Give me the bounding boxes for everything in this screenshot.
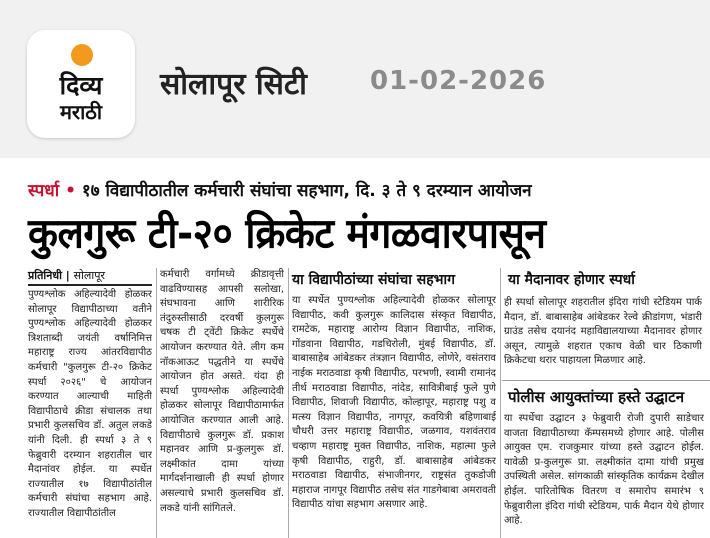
kicker-label: स्पर्धा — [28, 181, 60, 201]
kicker — [28, 178, 532, 201]
column-divider — [156, 268, 157, 538]
section-rule — [502, 380, 710, 381]
logo-line2: मराठी — [59, 100, 103, 124]
byline-city: सोलापूर — [73, 269, 105, 282]
section-heading-inauguration: पोलीस आयुक्तांच्या हस्ते उद्घाटन — [508, 388, 685, 406]
divya-marathi-logo[interactable] — [27, 30, 135, 138]
kicker-text: १७ विद्यापीठातील कर्मचारी संघांचा सहभाग, दि. ३ ते ९ दरम्यान आयोजन — [81, 181, 532, 201]
byline: प्रतिनिधी | सोलापूर — [28, 269, 105, 282]
column-2: कर्मचारी वर्गामध्ये क्रीडावृत्ती वाढविण्यासह आपसी सलोखा, संघभावना आणि शारीरिक तंदुरुस्तीसाठी दरवर्षी कुलगुरू चषक टी ट्वेंटी क्रिकेट स्पर्धेचे आयोजन करण्यात येते. लीग कम नॉकआऊट पद्धतीने या स्पर्धेचे आयोजन होत असते. यंदा ही स्पर्धा पुण्यश्लोक अहिल्यादेवी होळकर सोलापूर विद्यापीठामार्फत आयोजित करण्यात आली आहे. विद्यापीठाचे कुलगुरू डॉ. प्रकाश महानवर आणि प्र-कुलगुरू डॉ. लक्ष्मीकांत दामा यांच्या मार्गदर्शनाखाली ही स्पर्धा होणार असल्याचे प्रभारी कुलसचिव डॉ. लकडे यांनी सांगितले. — [160, 269, 284, 514]
column-4-grounds: ही स्पर्धा सोलापूर शहरातील इंदिरा गांधी स्टेडियम पार्क मैदान, डॉ. बाबासाहेब आंबेडकर रेल्वे क्रीडांगण, भंडारी ग्राउंड तसेच दयानंद महाविद्यालयाच्या मैदानावर होणार असून, त्यामुळे शहरात एकाच वेळी चार ठिकाणी क्रिकेटचा थरार पाहायला मिळणार आहे. — [504, 297, 702, 367]
bullet-icon: • — [65, 181, 76, 201]
column-1: पुण्यश्लोक अहिल्यादेवी होळकर सोलापूर विद्यापीठाच्या वतीने पुण्यश्लोक अहिल्यादेवी होळकर त्रिशताब्दी जयंती वर्षानिमित्त महाराष्ट्र राज्य आंतरविद्यापीठ कर्मचारी "कुलगुरू टी-२० क्रिकेट स्पर्धा २०२६" चे आयोजन करण्यात आल्याची माहिती विद्यापीठाचे क्रीडा संचालक तथा प्रभारी कुलसचिव डॉ. अतुल लकडे यांनी दिली. ही स्पर्धा ३ ते ९ फेब्रुवारी दरम्यान शहरातील चार मैदानांवर होईल. या स्पर्धेत राज्यातील १७ विद्यापीठांतील कर्मचारी संघांचा सहभाग आहे. राज्यातील विद्यापीठांतील — [28, 289, 152, 519]
edition-name: सोलापूर सिटी — [160, 67, 307, 102]
column-4-inauguration: या स्पर्धेचा उद्घाटन ३ फेब्रुवारी रोजी दुपारी साडेचार वाजता विद्यापीठाच्या कॅम्पसमध्ये होणार आहे. पोलीस आयुक्त एम. राजकुमार यांच्या हस्ते उद्घाटन होईल. यावेळी प्र-कुलगुरू प्रा. लक्ष्मीकांत दामा यांची प्रमुख उपस्थिती असेल. सांगकाळी सांस्कृतिक कार्यक्रम देखील होईल. पारितोषिक वितरण व समारोप समारंभ ९ फेब्रुवारीला इंदिरा गांधी स्टेडियम, पार्क मैदान येथे होणार आहे. — [504, 413, 704, 527]
section-heading-universities: या विद्यापीठांच्या संघांचा सहभाग — [292, 272, 455, 288]
app-header — [0, 0, 710, 158]
sun-icon — [71, 44, 93, 66]
section-heading-grounds: या मैदानावर होणार स्पर्धा — [508, 272, 635, 288]
byline-rule — [28, 284, 152, 286]
column-divider — [500, 268, 501, 538]
byline-author: प्रतिनिधी — [28, 269, 62, 282]
headline: कुलगुरू टी-२० क्रिकेट मंगळवारपासून — [28, 210, 546, 259]
logo-line1: दिव्य — [59, 71, 103, 100]
column-divider — [288, 268, 289, 538]
column-3: या स्पर्धेत पुण्यश्लोक अहिल्यादेवी होळकर सोलापूर विद्यापीठ, कवी कुलगुरू कालिदास संस्कृत विद्यापीठ, रामटेक, महाराष्ट्र आरोग्य विज्ञान विद्यापीठ, नाशिक, गोंडवाना विद्यापीठ, गडचिरोली, मुंबई विद्यापीठ, डॉ. बाबासाहेब आंबेडकर तंत्रज्ञान विद्यापीठ, लोणेरे, वसंतराव नाईक मराठवाडा कृषी विद्यापीठ, परभणी, स्वामी रामानंद तीर्थ मराठवाडा विद्यापीठ, नांदेड, सावित्रीबाई फुले पुणे विद्यापीठ, शिवाजी विद्यापीठ, कोल्हापूर, महाराष्ट्र पशु व मत्स्य विज्ञान विद्यापीठ, नागपूर, कवयित्री बहिणाबाई चौधरी उत्तर महाराष्ट्र विद्यापीठ, जळगाव, यशवंतराव चव्हाण महाराष्ट्र मुक्त विद्यापीठ, नाशिक, महात्मा फुले कृषी विद्यापीठ, राहुरी, डॉ. बाबासाहेब आंबेडकर मराठवाडा विद्यापीठ, संभाजीनगर, राष्ट्रसंत तुकडोजी महाराज नागपूर विद्यापीठ तसेच संत गाडगेबाबा अमरावती विद्यापीठ यांचा सहभाग असणार आहे. — [292, 295, 496, 511]
edition-date: 01-02-2026 — [370, 66, 547, 96]
